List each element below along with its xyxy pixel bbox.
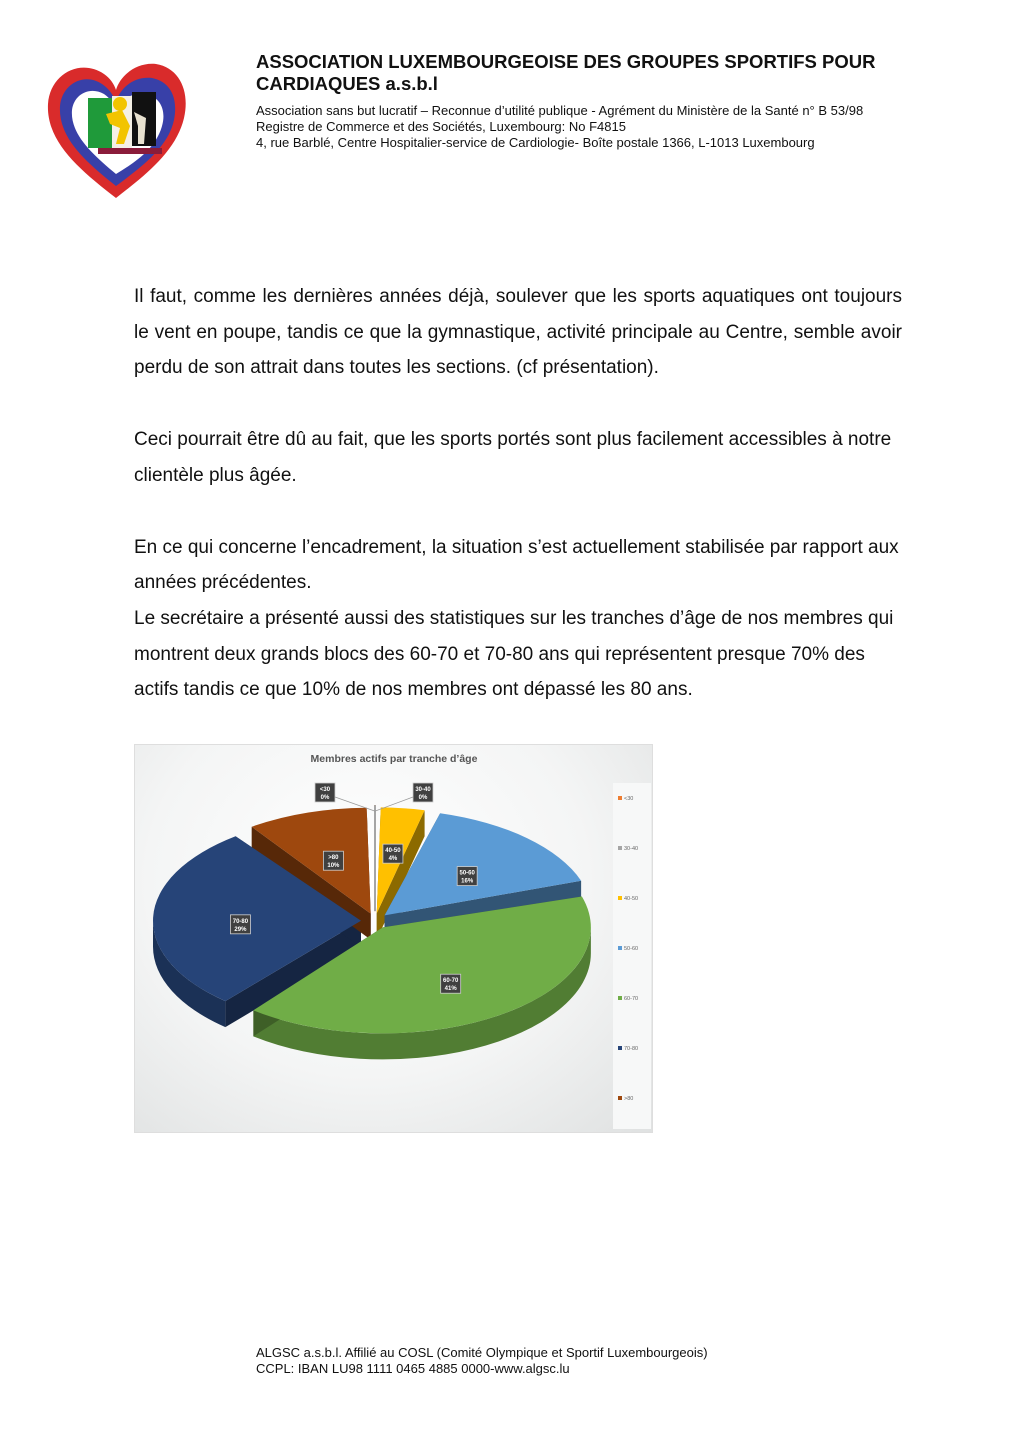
legend-label-50-60: 50-60: [624, 946, 639, 952]
data-label-value: 16%: [461, 878, 474, 885]
organization-status: Association sans but lucratif – Reconnue d’utilité publique - Agrément du Ministère de la Santé n° B 53/98: [256, 103, 864, 118]
paragraph-supervision: En ce qui concerne l’encadrement, la situation s’est actuellement stabilisée par rapport aux années précédentes.: [134, 536, 899, 594]
legend-swatch-30-40: [618, 846, 622, 850]
data-label-value: 29%: [234, 926, 247, 933]
legend-label-over-80: >80: [624, 1096, 634, 1102]
heart-logo-icon: [40, 52, 192, 204]
legend-swatch-60-70: [618, 996, 622, 1000]
data-label-category: 50-60: [459, 870, 475, 877]
data-label-60-70: [441, 974, 461, 993]
data-label-over-80: [323, 851, 343, 870]
data-label-value: 10%: [327, 863, 340, 870]
data-label-50-60: [457, 867, 477, 886]
organization-title-line1: ASSOCIATION LUXEMBOURGEOISE DES GROUPES SPORTIFS POUR: [256, 51, 876, 72]
organization-registry: Registre de Commerce et des Sociétés, Luxembourg: No F4815: [256, 119, 626, 134]
data-label-value: 0%: [418, 795, 428, 801]
paragraph-aquatic-sports: Il faut, comme les dernières années déjà, soulever que les sports aquatiques ont toujours le vent en poupe, tandis ce que la gymnastique, activité principale au Centre, semble avoir perdu de son attrait dans toutes les sections. (cf présentation).: [134, 286, 902, 379]
page-footer: [256, 1345, 956, 1377]
report-body: [134, 279, 902, 708]
organization-title-line2: CARDIAQUES a.s.b.l: [256, 73, 438, 94]
legend-swatch-40-50: [618, 896, 622, 900]
legend-label-40-50: 40-50: [624, 896, 639, 902]
data-label-under-30: [315, 783, 335, 802]
organization-address: 4, rue Barblé, Centre Hospitalier-service de Cardiologie- Boîte postale 1366, L-1013 Luxembourg: [256, 135, 815, 150]
organization-info: [256, 103, 976, 151]
legend-panel: [613, 783, 651, 1129]
legend-swatch-50-60: [618, 946, 622, 950]
data-label-category: 30-40: [415, 787, 431, 793]
legend-label-under-30: <30: [624, 796, 634, 802]
data-label-30-40: [413, 783, 433, 802]
data-label-value: 41%: [444, 986, 457, 993]
data-label-70-80: [230, 915, 250, 934]
data-label-category: >80: [328, 855, 339, 862]
legend-swatch-70-80: [618, 1046, 622, 1050]
chart-title: Membres actifs par tranche d’âge: [310, 753, 478, 765]
chart-legend: [613, 783, 651, 1129]
data-label-40-50: [383, 844, 403, 863]
data-label-category: 70-80: [232, 918, 249, 925]
footer-affiliation: ALGSC a.s.b.l. Affilié au COSL (Comité Olympique et Sportif Luxembourgeois): [256, 1345, 708, 1360]
data-label-value: 0%: [320, 795, 330, 801]
age-pie-chart: [134, 744, 653, 1133]
legend-label-60-70: 60-70: [624, 996, 639, 1002]
data-label-category: 60-70: [442, 978, 459, 985]
data-label-category: 40-50: [385, 848, 401, 855]
legend-label-70-80: 70-80: [624, 1046, 639, 1052]
legend-label-30-40: 30-40: [624, 846, 639, 852]
legend-swatch-over-80: [618, 1096, 622, 1100]
data-label-category: <30: [319, 787, 331, 793]
data-label-value: 4%: [388, 856, 398, 863]
footer-bank: CCPL: IBAN LU98 1111 0465 4885 0000-www.algsc.lu: [256, 1361, 570, 1376]
organization-title: [256, 51, 976, 95]
legend-swatch-under-30: [618, 796, 622, 800]
paragraph-age-statistics: Le secrétaire a présenté aussi des statistiques sur les tranches d’âge de nos membres qui montrent deux grands blocs des 60-70 et 70-80 ans qui représentent presque 70% des actifs tandis ce que 10% de nos membres ont dépassé les 80 ans.: [134, 607, 894, 701]
paragraph-accessibility: Ceci pourrait être dû au fait, que les sports portés sont plus facilement accessibles à notre clientèle plus âgée.: [134, 429, 892, 486]
